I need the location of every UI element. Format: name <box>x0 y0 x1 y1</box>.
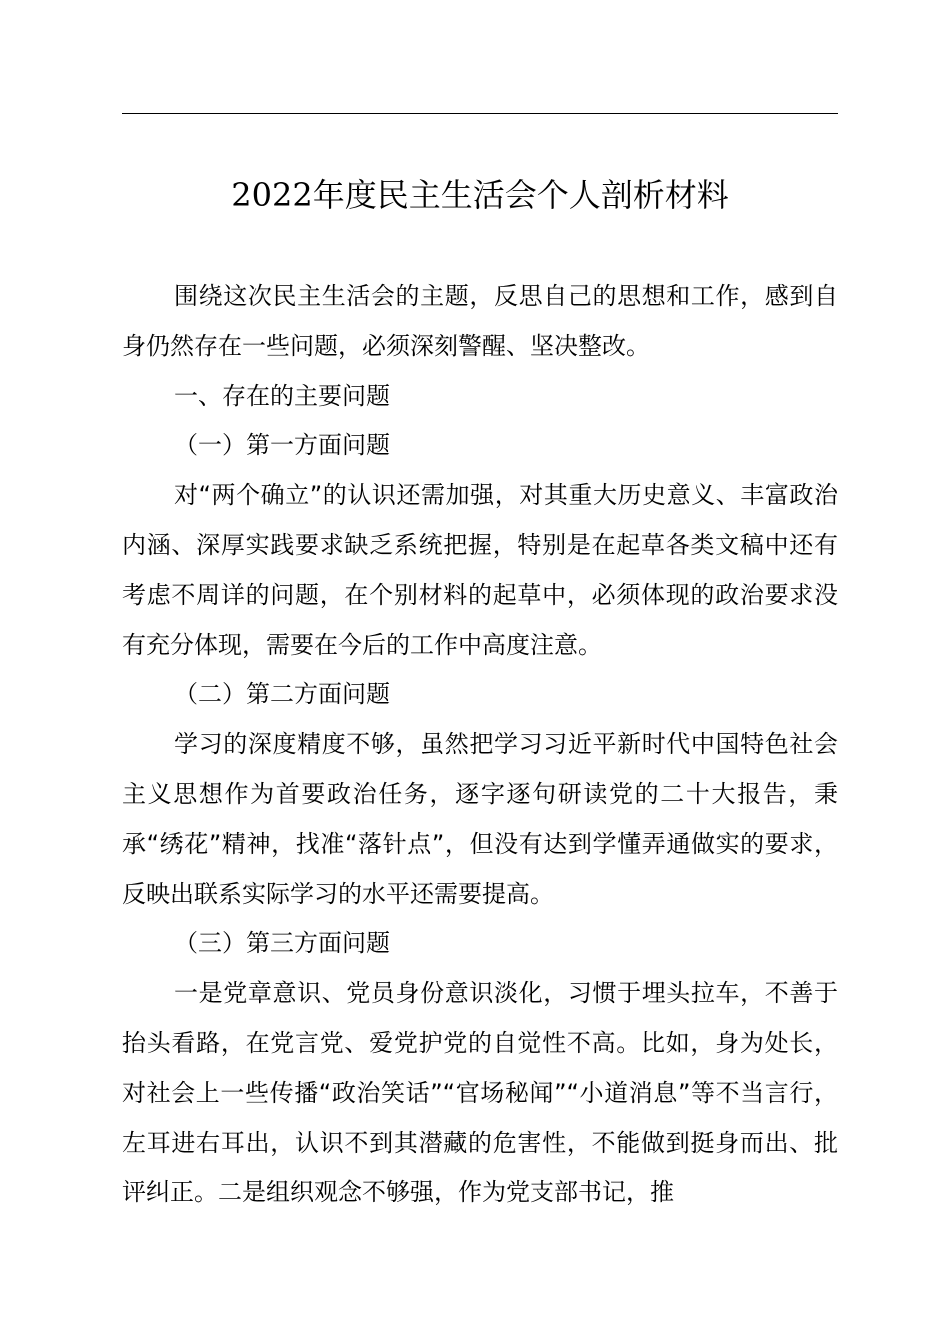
section-heading-main-problems: 一、存在的主要问题 <box>174 381 390 410</box>
subsection-heading-1: （一）第一方面问题 <box>174 431 390 460</box>
subsection-heading-2: （二）第二方面问题 <box>174 680 390 709</box>
body-paragraph-1: 对“两个确立”的认识还需加强，对其重大历史意义、丰富政治内涵、深厚实践要求缺乏系统把握，特别是在起草各类文稿中还有考虑不周详的问题，在个别材料的起草中，必须体现的政治要求没有充分体现，需要在今后的工作中高度注意。 <box>122 481 838 659</box>
intro-paragraph: 围绕这次民主生活会的主题，反思自己的思想和工作，感到自身仍然存在一些问题，必须深刻警醒、坚决整改。 <box>122 282 838 360</box>
subsection-heading-3: （三）第三方面问题 <box>174 929 390 958</box>
body-paragraph-3: 一是党章意识、党员身份意识淡化，习惯于埋头拉车，不善于抬头看路，在党言党、爱党护党的自觉性不高。比如，身为处长，对社会上一些传播“政治笑话”“官场秘闻”“小道消息”等不当言行，左耳进右耳出，认识不到其潜藏的危害性，不能做到挺身而出、批评纠正。二是组织观念不够强，作为党支部书记，推 <box>122 979 838 1207</box>
document-title: 2022年度民主生活会个人剖析材料 <box>231 176 729 214</box>
document-body <box>122 272 838 1218</box>
body-paragraph-2: 学习的深度精度不够，虽然把学习习近平新时代中国特色社会主义思想作为首要政治任务，逐字逐句研读党的二十大报告，秉承“绣花”精神，找准“落针点”，但没有达到学懂弄通做实的要求，反映出联系实际学习的水平还需要提高。 <box>122 730 838 908</box>
header-rule <box>122 113 838 114</box>
